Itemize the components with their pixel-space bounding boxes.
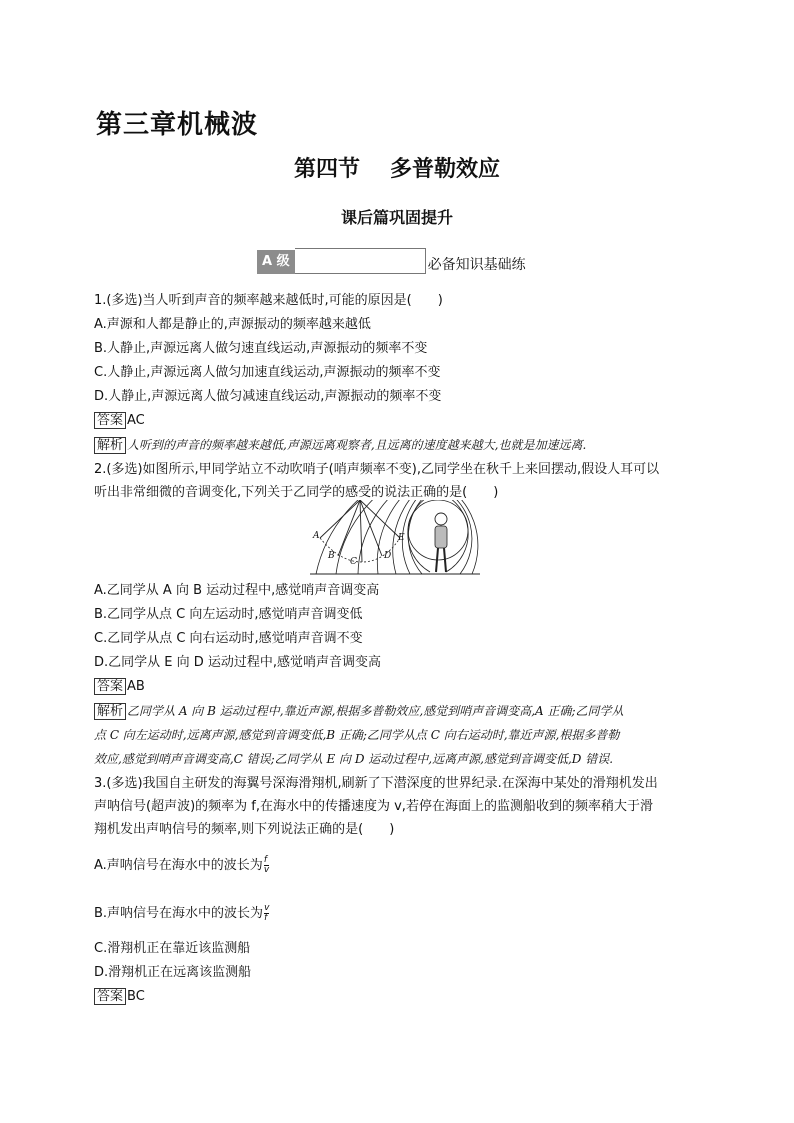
q3-answer-value: BC bbox=[127, 989, 145, 1004]
q3-answer bbox=[94, 988, 145, 1006]
q2-option-c: C.乙同学从点 C 向右运动时,感觉哨声音调不变 bbox=[94, 631, 363, 646]
q3-stem-line-1: 3.(多选)我国自主研发的海翼号深海滑翔机,刷新了下潜深度的世界纪录.在深海中某处的滑翔机发出 bbox=[94, 776, 658, 791]
wave-arc bbox=[402, 500, 434, 574]
section-title bbox=[0, 152, 794, 183]
fraction-f-over-v bbox=[264, 856, 269, 875]
level-header bbox=[257, 248, 526, 274]
q3-stem-line-3: 翔机发出声呐信号的频率,则下列说法正确的是( ) bbox=[94, 822, 395, 837]
frac-denominator: v bbox=[263, 865, 270, 875]
label-b: B bbox=[328, 551, 335, 561]
q2-option-d: D.乙同学从 E 向 D 运动过程中,感觉哨声音调变高 bbox=[94, 655, 382, 670]
q2-stem-line-1: 2.(多选)如图所示,甲同学站立不动吹哨子(哨声频率不变),乙同学坐在秋千上来回摆动,假设人耳可以 bbox=[94, 462, 660, 477]
frac-numerator: f bbox=[264, 856, 269, 866]
swing-rope bbox=[360, 500, 382, 556]
q1-analysis-text: 人听到的声音的频率越来越低,声源远离观察者,且远离的速度越来越大,也就是加速远离. bbox=[127, 438, 587, 452]
q2-answer bbox=[94, 678, 145, 696]
wave-arc bbox=[408, 500, 438, 574]
section-name: 多普勒效应 bbox=[390, 157, 501, 182]
section-number: 第四节 bbox=[293, 157, 360, 182]
q3-option-c: C.滑翔机正在靠近该监测船 bbox=[94, 941, 251, 956]
q2-option-b: B.乙同学从点 C 向左运动时,感觉哨声音调变低 bbox=[94, 607, 363, 622]
q1-answer-value: AC bbox=[127, 413, 145, 428]
label-e: E bbox=[398, 533, 405, 543]
q2-analysis-line-2: 点 C 向左运动时,远离声源,感觉到音调变低,B 正确;乙同学从点 C 向右运动时,靠近声源,根据多普勒 bbox=[94, 728, 620, 742]
fraction-v-over-f bbox=[264, 904, 269, 923]
answer-label: 答案 bbox=[94, 412, 126, 429]
q1-analysis bbox=[94, 436, 586, 455]
q2-analysis-text-1: 乙同学从 A 向 B 运动过程中,靠近声源,根据多普勒效应,感觉到哨声音调变高,A 正确;乙同学从 bbox=[127, 704, 624, 718]
frac-denominator: f bbox=[264, 913, 268, 923]
chapter-title: 第三章机械波 bbox=[96, 110, 259, 140]
q1-answer bbox=[94, 412, 145, 430]
q3-stem-line-2: 声呐信号(超声波)的频率为 f,在海水中的传播速度为 v,若停在海面上的监测船收到的频率稍大于滑 bbox=[94, 799, 653, 814]
analysis-label: 解析 bbox=[94, 703, 126, 720]
level-box bbox=[295, 248, 426, 274]
analysis-label: 解析 bbox=[94, 437, 126, 454]
label-c: C bbox=[350, 557, 357, 567]
q2-stem-line-2: 听出非常细微的音调变化,下列关于乙同学的感受的说法正确的是( ) bbox=[94, 485, 499, 500]
wave-arc bbox=[408, 500, 438, 572]
q3-option-b bbox=[94, 904, 269, 923]
frac-numerator: v bbox=[264, 903, 270, 913]
q3-option-a-text: A.声呐信号在海水中的波长为 bbox=[94, 858, 263, 873]
q1-option-a: A.声源和人都是静止的,声源振动的频率越来越低 bbox=[94, 317, 371, 332]
answer-label: 答案 bbox=[94, 988, 126, 1005]
q2-answer-value: AB bbox=[127, 679, 145, 694]
q1-option-d: D.人静止,声源远离人做匀减速直线运动,声源振动的频率不变 bbox=[94, 389, 442, 404]
swing-rope bbox=[338, 500, 360, 556]
q3-option-a bbox=[94, 856, 269, 875]
q1-stem: 1.(多选)当人听到声音的频率越来越低时,可能的原因是( ) bbox=[94, 293, 443, 308]
q1-option-b: B.人静止,声源远离人做匀速直线运动,声源振动的频率不变 bbox=[94, 341, 428, 356]
answer-label: 答案 bbox=[94, 678, 126, 695]
q2-analysis-line-1 bbox=[94, 702, 624, 721]
level-text: 必备知识基础练 bbox=[427, 257, 526, 273]
swing-rope bbox=[320, 500, 360, 538]
label-d: D bbox=[384, 551, 392, 561]
wave-arc bbox=[408, 500, 438, 560]
label-a: A bbox=[313, 531, 320, 541]
whistler-person bbox=[435, 513, 447, 572]
q1-option-c: C.人静止,声源远离人做匀加速直线运动,声源振动的频率不变 bbox=[94, 365, 441, 380]
swing-rope bbox=[360, 500, 400, 538]
q2-option-a: A.乙同学从 A 向 B 运动过程中,感觉哨声音调变高 bbox=[94, 583, 380, 598]
swing-figure bbox=[310, 500, 485, 576]
subtitle: 课后篇巩固提升 bbox=[340, 208, 453, 227]
level-tag: A 级 bbox=[257, 250, 295, 274]
q3-option-d: D.滑翔机正在远离该监测船 bbox=[94, 965, 252, 980]
q3-option-b-text: B.声呐信号在海水中的波长为 bbox=[94, 906, 264, 921]
q2-analysis-line-3: 效应,感觉到哨声音调变高,C 错误;乙同学从 E 向 D 运动过程中,远离声源,感觉到音调变低,D 错误. bbox=[94, 752, 614, 766]
